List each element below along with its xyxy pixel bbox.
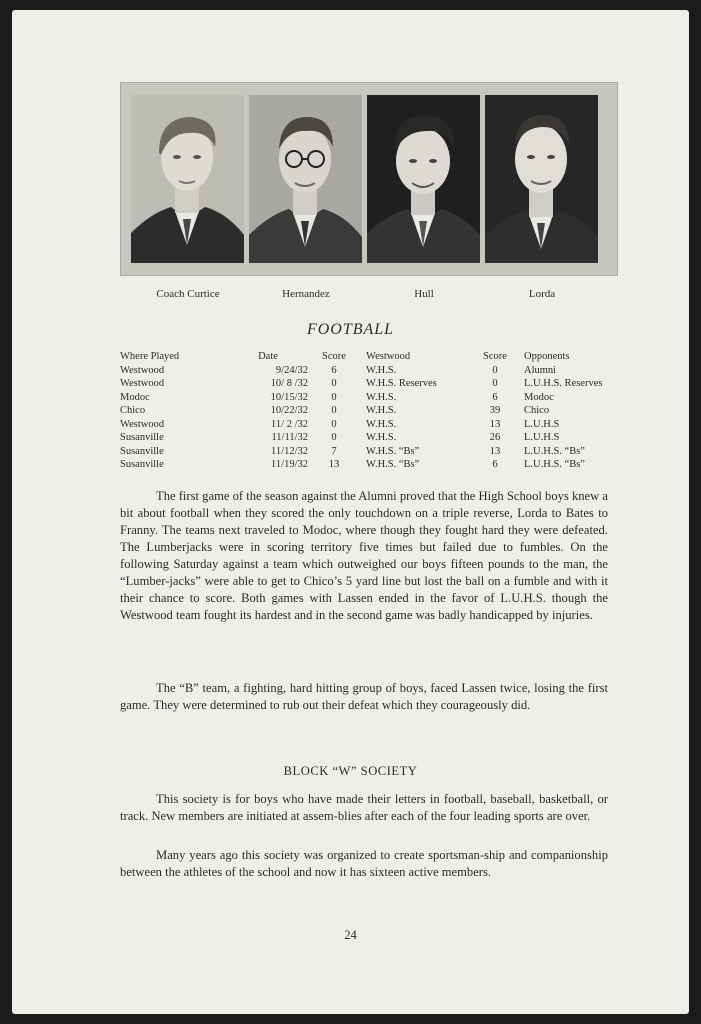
portrait-caption: Coach Curtice <box>156 288 220 300</box>
table-cell: Westwood <box>120 418 165 430</box>
table-cell: 11/11/32 <box>271 432 308 444</box>
table-row <box>120 364 634 378</box>
column-header: Where Played <box>120 351 180 363</box>
table-cell: 11/12/32 <box>271 445 308 457</box>
table-cell: Chico <box>120 405 146 417</box>
table-cell: 0 <box>492 378 498 390</box>
table-cell: 26 <box>489 432 501 444</box>
table-cell: Westwood <box>120 378 165 390</box>
yearbook-page <box>12 10 689 1014</box>
table-row <box>120 418 634 432</box>
table-cell: 6 <box>492 459 498 471</box>
page-number: 24 <box>344 928 357 942</box>
portrait-photo-lorda <box>485 95 598 263</box>
table-cell: W.H.S. <box>366 391 397 403</box>
table-cell: L.U.H.S. “Bs” <box>524 445 585 457</box>
table-cell: W.H.S. <box>366 432 397 444</box>
portrait-photo-hernandez <box>249 95 362 263</box>
table-cell: 13 <box>489 418 501 430</box>
table-cell: Susanville <box>120 445 164 457</box>
section-title: FOOTBALL <box>306 321 395 338</box>
table-cell: W.H.S. “Bs” <box>366 459 420 471</box>
portrait-caption: Hull <box>414 288 434 300</box>
table-cell: W.H.S. <box>366 364 397 376</box>
body-paragraph: The “B” team, a fighting, hard hitting group of boys, faced Lassen twice, losing the first game. They were determined to rub out their defeat which they courageously did. <box>120 681 608 712</box>
table-cell: Chico <box>524 405 550 417</box>
portrait-caption: Hernandez <box>282 288 330 300</box>
schedule-table <box>120 350 634 472</box>
table-cell: 0 <box>331 418 337 430</box>
table-cell: Modoc <box>120 391 150 403</box>
body-paragraph: Many years ago this society was organized to create sportsman-ship and companionship between the athletes of the school and now it has sixteen active members. <box>120 848 608 879</box>
table-header-row <box>120 350 634 364</box>
table-row <box>120 404 634 418</box>
portrait-strip <box>120 82 618 276</box>
table-cell: 0 <box>331 378 337 390</box>
table-cell: W.H.S. <box>366 418 397 430</box>
table-row <box>120 458 634 472</box>
column-header: Score <box>483 351 507 363</box>
section-heading: BLOCK “W” SOCIETY <box>283 764 418 778</box>
table-cell: W.H.S. Reserves <box>366 378 437 390</box>
table-cell: Susanville <box>120 432 164 444</box>
column-header: Score <box>322 351 346 363</box>
table-cell: W.H.S. “Bs” <box>366 445 420 457</box>
table-cell: 9/24/32 <box>275 364 308 376</box>
column-header: Westwood <box>366 351 411 363</box>
table-cell: 0 <box>492 364 498 376</box>
table-cell: 13 <box>489 445 501 457</box>
table-cell: 0 <box>331 391 337 403</box>
table-cell: 7 <box>331 445 337 457</box>
table-cell: L.U.H.S. Reserves <box>524 378 603 390</box>
table-cell: 0 <box>331 432 337 444</box>
body-paragraph: This society is for boys who have made their letters in football, baseball, basketball, or track. New members are initiated at assem-blies after each of the four leading sports are over. <box>120 792 608 823</box>
table-cell: 0 <box>331 405 337 417</box>
table-cell: 10/15/32 <box>270 391 308 403</box>
portrait-photo-coach <box>131 95 244 263</box>
table-cell: 6 <box>331 364 337 376</box>
body-paragraph: The first game of the season against the Alumni proved that the High School boys knew a bit about football when they scored the only touchdown on a triple reverse, Lorda to Bates to Franny. The teams next traveled to Modoc, where though they fought hard they were defeated. The Lumberjacks were in scoring territory five times but failed due to fumbles. On the following Saturday against a team which outweighed our boys fifteen pounds to the man, the “Lumber-jacks” were able to get to Chico’s 5 yard line but lost the ball on a fumble and with it their chance to score. Both games with Lassen ended in the favor of L.U.H.S. though the Westwood team fought its hardest and in the second game was badly handicapped by injuries. <box>120 489 608 622</box>
table-cell: W.H.S. <box>366 405 397 417</box>
table-cell: 11/ 2 /32 <box>271 418 308 430</box>
table-cell: Modoc <box>524 391 554 403</box>
table-cell: 13 <box>328 459 340 471</box>
table-cell: 10/ 8 /32 <box>270 378 308 390</box>
table-row <box>120 391 634 405</box>
table-cell: L.U.H.S <box>524 432 560 444</box>
column-header: Opponents <box>524 351 570 363</box>
table-cell: 10/22/32 <box>270 405 308 417</box>
table-row <box>120 431 634 445</box>
table-row <box>120 445 634 459</box>
table-cell: 11/19/32 <box>271 459 308 471</box>
column-header: Date <box>258 351 278 363</box>
portrait-caption: Lorda <box>528 288 556 300</box>
table-cell: Alumni <box>524 364 557 376</box>
table-cell: Susanville <box>120 459 164 471</box>
table-cell: L.U.H.S <box>524 418 560 430</box>
table-cell: 39 <box>489 405 501 417</box>
table-cell: Westwood <box>120 364 165 376</box>
table-row <box>120 377 634 391</box>
table-cell: L.U.H.S. “Bs” <box>524 459 585 471</box>
table-cell: 6 <box>492 391 498 403</box>
portrait-photo-hull <box>367 95 480 263</box>
